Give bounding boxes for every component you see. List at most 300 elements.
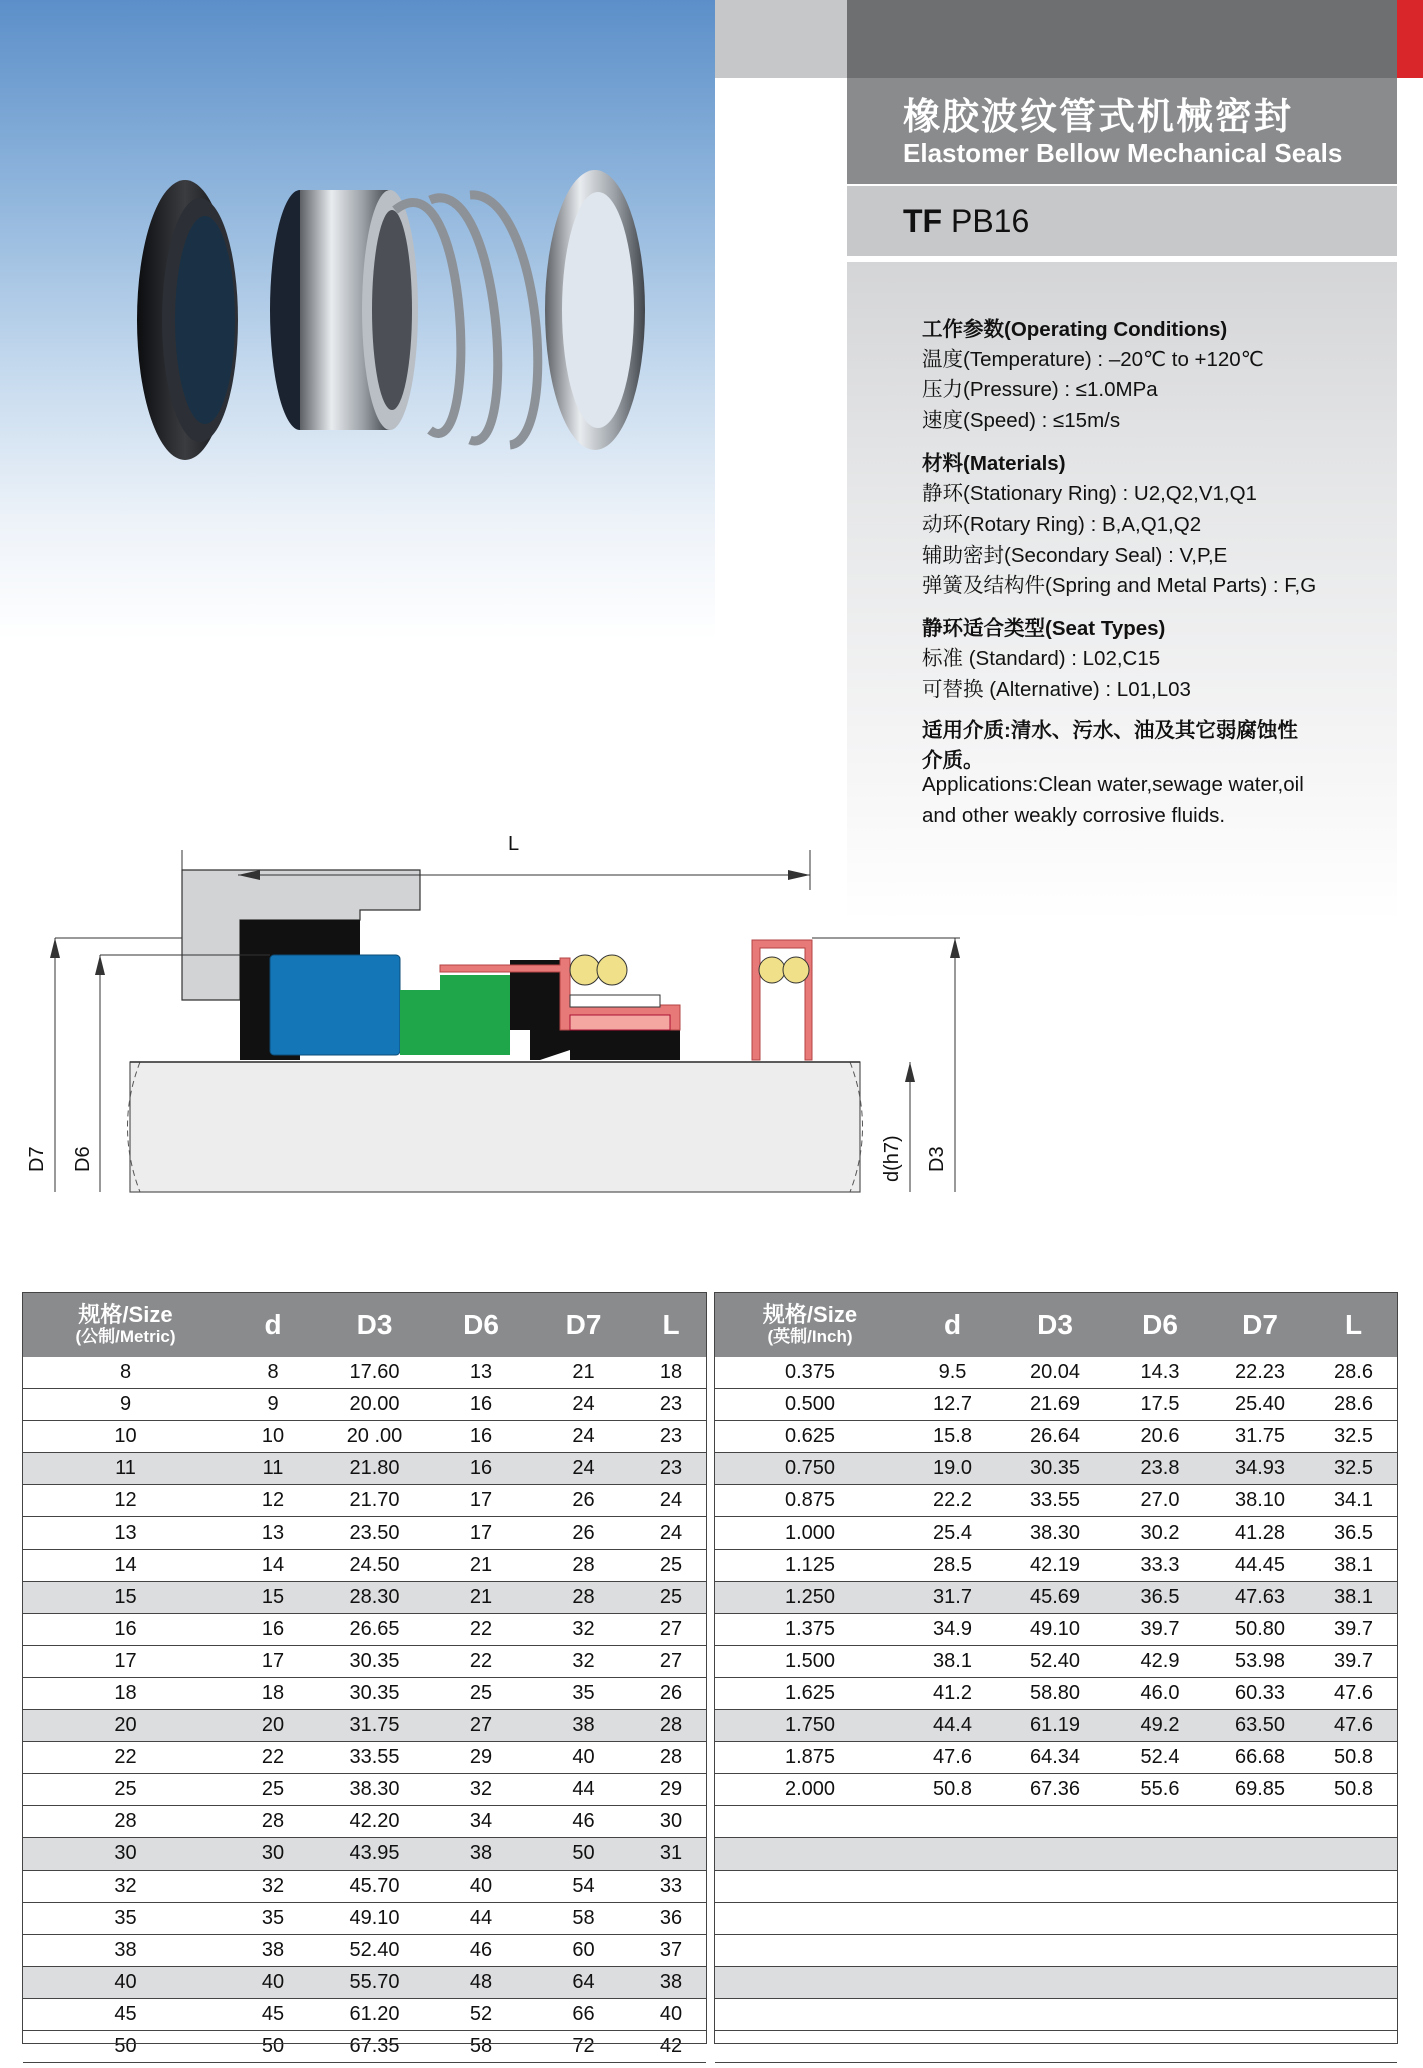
value-cell: 41.2 <box>905 1677 1000 1709</box>
size-cell <box>715 1966 905 1998</box>
value-cell: 45.70 <box>318 1870 431 1902</box>
value-cell: 25 <box>431 1677 531 1709</box>
value-cell: 24 <box>531 1389 636 1421</box>
value-cell: 45 <box>228 1998 318 2030</box>
table-header-row <box>23 1293 706 1357</box>
value-cell <box>1310 2030 1397 2062</box>
table-row <box>715 1710 1397 1742</box>
value-cell: 64.34 <box>1000 1742 1110 1774</box>
size-cell: 50 <box>23 2030 228 2062</box>
value-cell: 44.45 <box>1210 1549 1310 1581</box>
inch-table-body <box>715 1357 1397 2063</box>
value-cell: 23 <box>636 1421 706 1453</box>
value-cell: 36.5 <box>1310 1517 1397 1549</box>
value-cell: 61.19 <box>1000 1710 1110 1742</box>
size-cell: 18 <box>23 1677 228 1709</box>
inch-size-table <box>715 1293 1397 2063</box>
value-cell: 22 <box>431 1645 531 1677</box>
applications-cn-line1: 适用介质:清水、污水、油及其它弱腐蚀性 <box>922 719 1298 742</box>
col-header-D7: D7 <box>1210 1293 1310 1357</box>
spec-spring-parts: 弹簧及结构件(Spring and Metal Parts) : F,G <box>922 574 1317 597</box>
value-cell: 17.60 <box>318 1357 431 1389</box>
applications-en-line2: and other weakly corrosive fluids. <box>922 804 1226 827</box>
table-row <box>23 1517 706 1549</box>
size-cell <box>715 1934 905 1966</box>
value-cell: 52.40 <box>1000 1645 1110 1677</box>
value-cell: 49.10 <box>318 1902 431 1934</box>
value-cell: 35 <box>531 1677 636 1709</box>
value-cell: 22.23 <box>1210 1357 1310 1389</box>
value-cell <box>1110 1998 1210 2030</box>
value-cell: 21 <box>431 1549 531 1581</box>
value-cell: 30.35 <box>1000 1453 1110 1485</box>
value-cell: 24 <box>636 1485 706 1517</box>
size-cell: 28 <box>23 1806 228 1838</box>
value-cell: 18 <box>228 1677 318 1709</box>
size-header <box>23 1293 228 1357</box>
value-cell: 32 <box>531 1613 636 1645</box>
table-row <box>23 1870 706 1902</box>
size-cell: 14 <box>23 1549 228 1581</box>
value-cell: 16 <box>431 1453 531 1485</box>
size-cell <box>715 1838 905 1870</box>
value-cell: 55.70 <box>318 1966 431 1998</box>
size-cell <box>715 1998 905 2030</box>
table-row <box>715 1870 1397 1902</box>
value-cell: 32 <box>228 1870 318 1902</box>
value-cell: 38.1 <box>1310 1581 1397 1613</box>
spec-stationary-ring: 静环(Stationary Ring) : U2,Q2,V1,Q1 <box>922 482 1257 505</box>
value-cell <box>905 2030 1000 2062</box>
value-cell <box>1110 1838 1210 1870</box>
applications-cn-line2: 介质。 <box>922 749 984 772</box>
size-cell: 1.750 <box>715 1710 905 1742</box>
table-row <box>715 1966 1397 1998</box>
value-cell: 28.30 <box>318 1581 431 1613</box>
table-row <box>23 1998 706 2030</box>
size-cell: 11 <box>23 1453 228 1485</box>
table-row <box>715 1934 1397 1966</box>
value-cell: 17.5 <box>1110 1389 1210 1421</box>
table-row <box>23 1453 706 1485</box>
value-cell: 22 <box>228 1742 318 1774</box>
value-cell: 38 <box>431 1838 531 1870</box>
value-cell: 42.9 <box>1110 1645 1210 1677</box>
size-cell: 1.125 <box>715 1549 905 1581</box>
value-cell: 52.40 <box>318 1934 431 1966</box>
value-cell: 39.7 <box>1310 1645 1397 1677</box>
value-cell: 26.65 <box>318 1613 431 1645</box>
table-row <box>715 1677 1397 1709</box>
size-cell: 9 <box>23 1389 228 1421</box>
value-cell: 21 <box>431 1581 531 1613</box>
value-cell: 34.9 <box>905 1613 1000 1645</box>
value-cell: 42.20 <box>318 1806 431 1838</box>
table-row <box>715 1613 1397 1645</box>
value-cell: 26 <box>531 1517 636 1549</box>
value-cell <box>1210 1966 1310 1998</box>
value-cell: 16 <box>228 1613 318 1645</box>
value-cell: 27 <box>636 1613 706 1645</box>
value-cell: 41.28 <box>1210 1517 1310 1549</box>
value-cell: 19.0 <box>905 1453 1000 1485</box>
value-cell: 47.6 <box>1310 1677 1397 1709</box>
materials-heading: 材料(Materials) <box>922 452 1066 475</box>
value-cell: 12.7 <box>905 1389 1000 1421</box>
value-cell: 28 <box>531 1581 636 1613</box>
value-cell: 11 <box>228 1453 318 1485</box>
value-cell: 33 <box>636 1870 706 1902</box>
col-header-D6: D6 <box>1110 1293 1210 1357</box>
label-D6: D6 <box>72 1146 94 1172</box>
value-cell: 42 <box>636 2030 706 2062</box>
size-cell: 0.375 <box>715 1357 905 1389</box>
size-cell: 30 <box>23 1838 228 1870</box>
value-cell <box>1110 1966 1210 1998</box>
table-row <box>23 1966 706 1998</box>
value-cell: 38 <box>228 1934 318 1966</box>
table-row <box>23 1357 706 1389</box>
value-cell: 44 <box>431 1902 531 1934</box>
seat-types-heading: 静环适合类型(Seat Types) <box>922 617 1166 640</box>
value-cell: 38.1 <box>905 1645 1000 1677</box>
table-row <box>23 1645 706 1677</box>
value-cell <box>1110 1806 1210 1838</box>
value-cell <box>1110 1870 1210 1902</box>
table-row <box>715 1742 1397 1774</box>
value-cell: 21.80 <box>318 1453 431 1485</box>
value-cell: 44 <box>531 1774 636 1806</box>
model-number: PB16 <box>950 203 1030 239</box>
value-cell: 39.7 <box>1310 1613 1397 1645</box>
value-cell: 34.1 <box>1310 1485 1397 1517</box>
spec-temperature: 温度(Temperature) : –20℃ to +120℃ <box>922 348 1264 371</box>
value-cell: 31.75 <box>318 1710 431 1742</box>
applications-en-line1: Applications:Clean water,sewage water,oil <box>922 773 1304 796</box>
value-cell <box>1210 2030 1310 2062</box>
table-row <box>23 1389 706 1421</box>
value-cell <box>1000 1870 1110 1902</box>
value-cell <box>905 1838 1000 1870</box>
value-cell: 50.80 <box>1210 1613 1310 1645</box>
table-header-row <box>715 1293 1397 1357</box>
value-cell: 27.0 <box>1110 1485 1210 1517</box>
label-L: L <box>508 833 520 855</box>
value-cell: 42.19 <box>1000 1549 1110 1581</box>
value-cell: 25.4 <box>905 1517 1000 1549</box>
spec-secondary-seal: 辅助密封(Secondary Seal) : V,P,E <box>922 544 1228 567</box>
table-row <box>715 1838 1397 1870</box>
value-cell: 23.50 <box>318 1517 431 1549</box>
value-cell: 38.30 <box>1000 1517 1110 1549</box>
banner-red-accent <box>1397 0 1423 78</box>
value-cell: 28 <box>228 1806 318 1838</box>
value-cell: 20.00 <box>318 1389 431 1421</box>
value-cell: 25 <box>636 1549 706 1581</box>
value-cell: 22 <box>431 1613 531 1645</box>
value-cell: 31.75 <box>1210 1421 1310 1453</box>
table-row <box>23 2030 706 2062</box>
value-cell <box>905 1934 1000 1966</box>
value-cell: 38 <box>636 1966 706 1998</box>
table-row <box>23 1806 706 1838</box>
value-cell <box>1310 1998 1397 2030</box>
size-cell: 0.500 <box>715 1389 905 1421</box>
value-cell: 58 <box>431 2030 531 2062</box>
size-cell <box>715 1870 905 1902</box>
right-retainer <box>752 940 812 1060</box>
table-row <box>23 1549 706 1581</box>
value-cell: 21.69 <box>1000 1389 1110 1421</box>
value-cell: 34.93 <box>1210 1453 1310 1485</box>
value-cell: 26 <box>636 1677 706 1709</box>
value-cell: 20.04 <box>1000 1357 1110 1389</box>
value-cell: 53.98 <box>1210 1645 1310 1677</box>
arrow-D3 <box>950 938 960 958</box>
value-cell: 29 <box>636 1774 706 1806</box>
value-cell: 50 <box>228 2030 318 2062</box>
value-cell: 44.4 <box>905 1710 1000 1742</box>
spec-rotary-ring: 动环(Rotary Ring) : B,A,Q1,Q2 <box>922 513 1202 536</box>
value-cell: 38.10 <box>1210 1485 1310 1517</box>
size-cell: 32 <box>23 1870 228 1902</box>
value-cell: 33.55 <box>318 1742 431 1774</box>
col-header-D3: D3 <box>318 1293 431 1357</box>
value-cell: 46.0 <box>1110 1677 1210 1709</box>
rotary-head <box>270 190 418 430</box>
col-header-L: L <box>1310 1293 1397 1357</box>
size-cell: 1.875 <box>715 1742 905 1774</box>
value-cell: 31 <box>636 1838 706 1870</box>
value-cell: 38.30 <box>318 1774 431 1806</box>
value-cell: 54 <box>531 1870 636 1902</box>
size-cell: 1.625 <box>715 1677 905 1709</box>
value-cell: 45.69 <box>1000 1581 1110 1613</box>
value-cell: 52 <box>431 1998 531 2030</box>
metric-table-body <box>23 1357 706 2063</box>
size-cell: 2.000 <box>715 1774 905 1806</box>
value-cell: 36 <box>636 1902 706 1934</box>
value-cell: 66.68 <box>1210 1742 1310 1774</box>
value-cell: 24 <box>531 1421 636 1453</box>
banner-dark-strip <box>847 0 1397 78</box>
value-cell <box>1000 1806 1110 1838</box>
value-cell <box>1000 1934 1110 1966</box>
value-cell: 50.8 <box>905 1774 1000 1806</box>
value-cell: 27 <box>431 1710 531 1742</box>
value-cell: 28 <box>636 1742 706 1774</box>
spec-seat-alternative: 可替换 (Alternative) : L01,L03 <box>922 678 1191 701</box>
table-row <box>23 1838 706 1870</box>
size-cell: 13 <box>23 1517 228 1549</box>
table-row <box>23 1742 706 1774</box>
size-cell: 45 <box>23 1998 228 2030</box>
table-row <box>23 1677 706 1709</box>
size-cell: 0.875 <box>715 1485 905 1517</box>
value-cell: 47.6 <box>905 1742 1000 1774</box>
value-cell: 17 <box>431 1517 531 1549</box>
value-cell: 23 <box>636 1389 706 1421</box>
value-cell: 25.40 <box>1210 1389 1310 1421</box>
table-row <box>715 1357 1397 1389</box>
value-cell: 63.50 <box>1210 1710 1310 1742</box>
value-cell: 24.50 <box>318 1549 431 1581</box>
size-header-unit: (英制/Inch) <box>767 1327 853 1346</box>
rubber-seat-ring <box>137 180 238 460</box>
table-row <box>715 1645 1397 1677</box>
size-cell: 38 <box>23 1934 228 1966</box>
value-cell: 16 <box>431 1389 531 1421</box>
value-cell: 50 <box>531 1838 636 1870</box>
value-cell: 40 <box>228 1966 318 1998</box>
value-cell: 58 <box>531 1902 636 1934</box>
value-cell: 14.3 <box>1110 1357 1210 1389</box>
value-cell: 9.5 <box>905 1357 1000 1389</box>
spec-seat-standard: 标准 (Standard) : L02,C15 <box>922 647 1161 670</box>
value-cell: 28 <box>636 1710 706 1742</box>
spring-coil <box>570 955 600 985</box>
value-cell: 60 <box>531 1934 636 1966</box>
product-photo-panel <box>0 0 715 640</box>
table-row <box>23 1902 706 1934</box>
value-cell: 32.5 <box>1310 1421 1397 1453</box>
size-cell: 20 <box>23 1710 228 1742</box>
shaft <box>128 1062 863 1192</box>
label-d-h7: d(h7) <box>881 1135 903 1182</box>
size-header-unit: (公制/Metric) <box>75 1327 176 1346</box>
value-cell <box>1210 1902 1310 1934</box>
size-header <box>715 1293 905 1357</box>
seal-product-photo <box>0 0 715 640</box>
table-row <box>715 1806 1397 1838</box>
value-cell <box>1210 1934 1310 1966</box>
value-cell: 8 <box>228 1357 318 1389</box>
value-cell: 15 <box>228 1581 318 1613</box>
operating-heading: 工作参数(Operating Conditions) <box>922 318 1228 341</box>
value-cell <box>905 1806 1000 1838</box>
table-row <box>715 1902 1397 1934</box>
title-english: Elastomer Bellow Mechanical Seals <box>903 138 1343 168</box>
value-cell: 21.70 <box>318 1485 431 1517</box>
value-cell <box>1110 1902 1210 1934</box>
value-cell: 24 <box>531 1453 636 1485</box>
value-cell: 10 <box>228 1421 318 1453</box>
size-cell: 1.375 <box>715 1613 905 1645</box>
size-header-label: 规格/Size <box>762 1302 858 1327</box>
value-cell: 33.3 <box>1110 1549 1210 1581</box>
table-row <box>715 1389 1397 1421</box>
value-cell: 39.7 <box>1110 1613 1210 1645</box>
col-header-D7: D7 <box>531 1293 636 1357</box>
value-cell: 49.10 <box>1000 1613 1110 1645</box>
table-row <box>715 1549 1397 1581</box>
value-cell: 64 <box>531 1966 636 1998</box>
table-row <box>715 1517 1397 1549</box>
value-cell: 33.55 <box>1000 1485 1110 1517</box>
value-cell: 31.7 <box>905 1581 1000 1613</box>
value-cell: 25 <box>636 1581 706 1613</box>
value-cell: 37 <box>636 1934 706 1966</box>
value-cell <box>905 1966 1000 1998</box>
value-cell: 43.95 <box>318 1838 431 1870</box>
value-cell: 67.36 <box>1000 1774 1110 1806</box>
col-header-d: d <box>228 1293 318 1357</box>
value-cell <box>1110 1934 1210 1966</box>
arrow-d <box>905 1062 915 1082</box>
value-cell: 46 <box>531 1806 636 1838</box>
size-cell: 1.250 <box>715 1581 905 1613</box>
value-cell <box>1310 1838 1397 1870</box>
size-cell: 15 <box>23 1581 228 1613</box>
value-cell <box>1000 1902 1110 1934</box>
value-cell: 40 <box>431 1870 531 1902</box>
col-header-D3: D3 <box>1000 1293 1110 1357</box>
table-row <box>715 1581 1397 1613</box>
value-cell: 48 <box>431 1966 531 1998</box>
table-row <box>715 1998 1397 2030</box>
value-cell: 38.1 <box>1310 1549 1397 1581</box>
size-header-label: 规格/Size <box>78 1302 173 1327</box>
rotary-ring <box>400 975 510 1055</box>
value-cell: 21 <box>531 1357 636 1389</box>
table-row <box>23 1774 706 1806</box>
value-cell <box>1210 1838 1310 1870</box>
arrow-L-right <box>788 870 810 880</box>
banner-gray-strip <box>715 0 847 78</box>
table-row <box>23 1581 706 1613</box>
model-code <box>903 203 1029 240</box>
value-cell: 28 <box>531 1549 636 1581</box>
size-cell: 1.000 <box>715 1517 905 1549</box>
title-chinese: 橡胶波纹管式机械密封 <box>903 96 1293 137</box>
arrow-D7 <box>50 938 60 958</box>
table-row <box>23 1485 706 1517</box>
value-cell: 17 <box>228 1645 318 1677</box>
value-cell: 20 .00 <box>318 1421 431 1453</box>
size-cell <box>715 1806 905 1838</box>
value-cell: 69.85 <box>1210 1774 1310 1806</box>
size-cell: 40 <box>23 1966 228 1998</box>
value-cell: 32.5 <box>1310 1453 1397 1485</box>
table-row <box>715 1453 1397 1485</box>
size-cell: 16 <box>23 1613 228 1645</box>
table-row <box>715 1774 1397 1806</box>
value-cell: 13 <box>431 1357 531 1389</box>
value-cell: 32 <box>531 1645 636 1677</box>
value-cell: 60.33 <box>1210 1677 1310 1709</box>
value-cell: 25 <box>228 1774 318 1806</box>
value-cell: 47.63 <box>1210 1581 1310 1613</box>
size-cell: 17 <box>23 1645 228 1677</box>
value-cell: 36.5 <box>1110 1581 1210 1613</box>
value-cell: 61.20 <box>318 1998 431 2030</box>
label-D7: D7 <box>26 1146 48 1172</box>
spring-coil <box>597 955 627 985</box>
size-cell: 25 <box>23 1774 228 1806</box>
value-cell <box>905 1998 1000 2030</box>
value-cell: 30.35 <box>318 1645 431 1677</box>
value-cell: 52.4 <box>1110 1742 1210 1774</box>
value-cell: 23.8 <box>1110 1453 1210 1485</box>
value-cell <box>1210 1998 1310 2030</box>
value-cell: 55.6 <box>1110 1774 1210 1806</box>
value-cell: 26 <box>531 1485 636 1517</box>
stationary-ring <box>270 955 400 1055</box>
value-cell <box>1000 1966 1110 1998</box>
value-cell: 72 <box>531 2030 636 2062</box>
value-cell: 34 <box>431 1806 531 1838</box>
arrow-D6 <box>95 955 105 975</box>
